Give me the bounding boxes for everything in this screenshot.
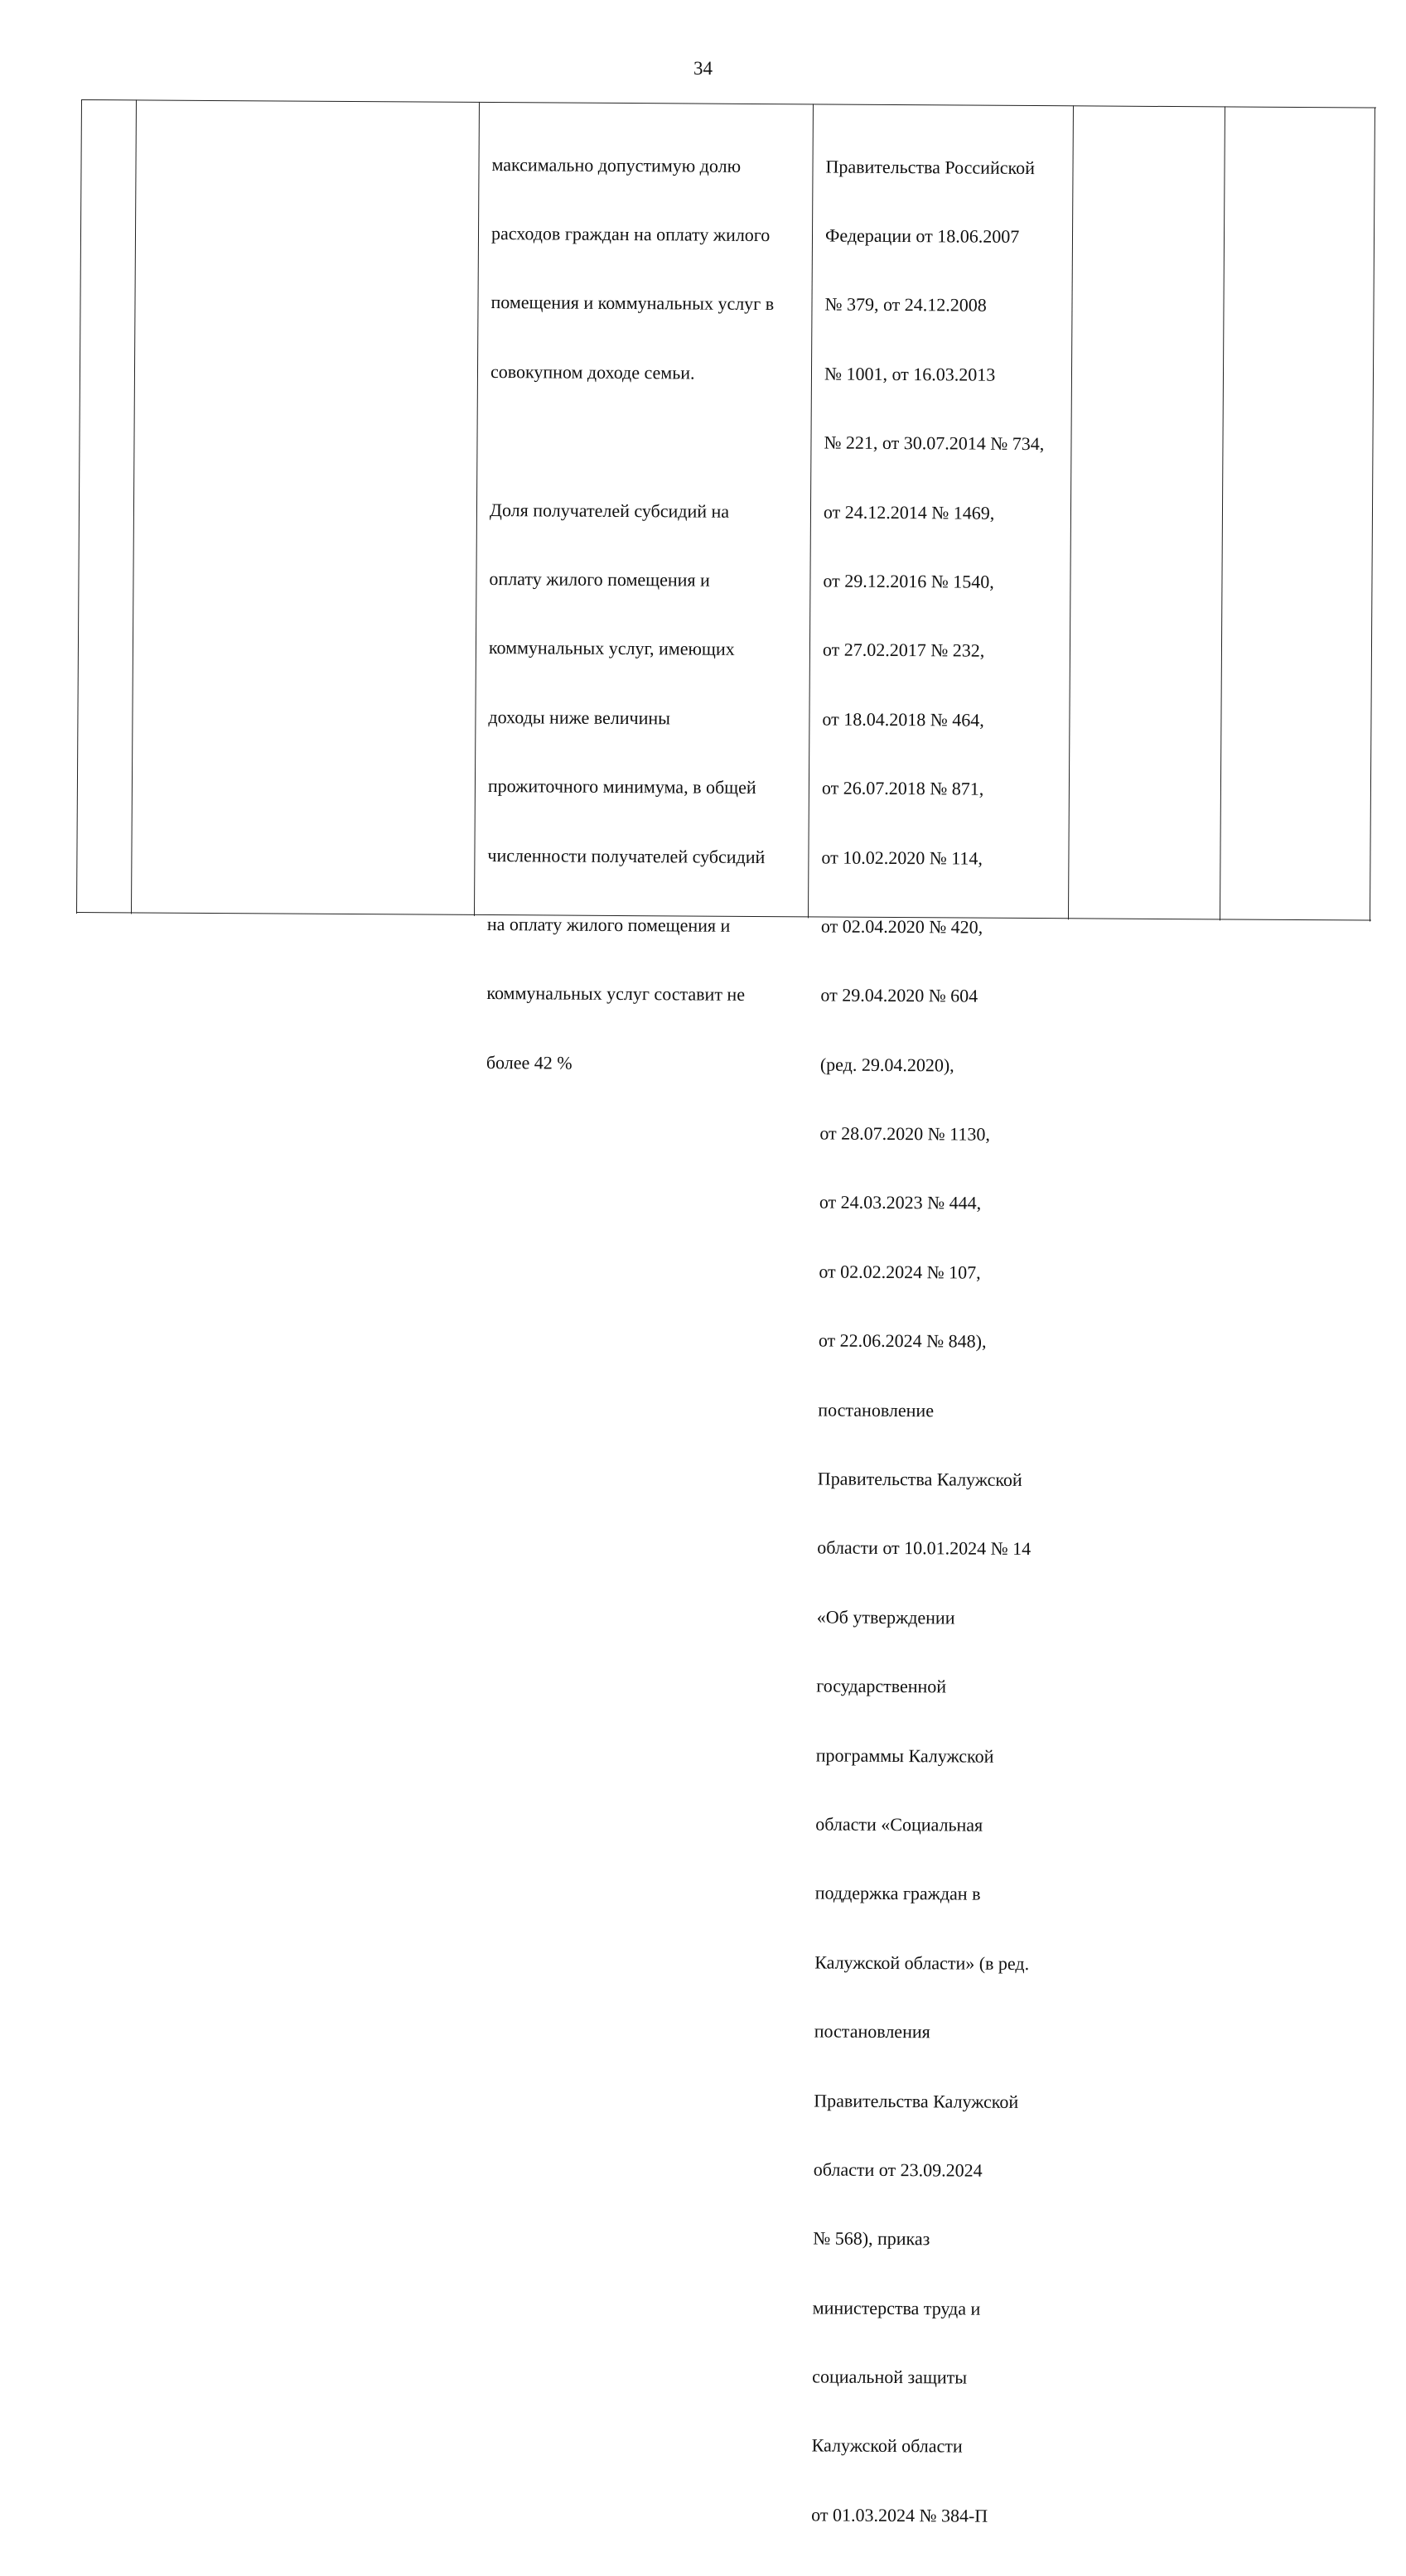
cell-line: от 29.04.2020 № 604 bbox=[820, 984, 978, 1006]
cell-line: от 29.12.2016 № 1540, bbox=[823, 570, 994, 592]
cell-line: от 27.02.2017 № 232, bbox=[822, 639, 985, 662]
column-divider-3 bbox=[808, 104, 814, 918]
cell-line: (ред. 29.04.2020), bbox=[819, 1054, 954, 1076]
cell-line: области от 23.09.2024 bbox=[813, 2159, 983, 2181]
cell-line: оплату жилого помещения и bbox=[489, 567, 710, 591]
cell-line: Федерации от 18.06.2007 bbox=[824, 224, 1020, 247]
table-cell-indicators bbox=[486, 107, 775, 1122]
cell-line: Доля получателей субсидий на bbox=[489, 499, 730, 522]
column-divider-1 bbox=[131, 99, 137, 914]
cell-line: Калужской области bbox=[811, 2434, 963, 2458]
cell-line: совокупном доходе семьи. bbox=[490, 360, 695, 384]
cell-line: численности получателей субсидий bbox=[487, 844, 766, 867]
column-divider-4 bbox=[1068, 105, 1074, 919]
cell-line: № 1001, от 16.03.2013 bbox=[824, 363, 996, 385]
cell-line: государственной bbox=[816, 1675, 947, 1697]
cell-line: от 24.12.2014 № 1469, bbox=[823, 501, 995, 523]
cell-line: Правительства Российской bbox=[825, 156, 1035, 178]
cell-line: от 10.02.2020 № 114, bbox=[821, 846, 983, 869]
cell-line: № 379, от 24.12.2008 bbox=[824, 293, 987, 316]
cell-line: более 42 % bbox=[486, 1051, 573, 1073]
cell-line: Правительства Калужской bbox=[814, 2089, 1019, 2112]
cell-line: постановления bbox=[814, 2020, 930, 2043]
cell-line: помещения и коммунальных услуг в bbox=[490, 292, 775, 315]
cell-line: на оплату жилого помещения и bbox=[486, 913, 731, 936]
cell-line: поддержка граждан в bbox=[814, 1882, 981, 1905]
table-right-border bbox=[1370, 108, 1375, 922]
column-divider-2 bbox=[474, 102, 480, 916]
cell-line: № 221, от 30.07.2014 № 734, bbox=[824, 432, 1045, 455]
paragraph-gap bbox=[490, 429, 773, 454]
cell-line: программы Калужской bbox=[815, 1744, 994, 1767]
cell-line: коммунальных услуг составит не bbox=[486, 982, 746, 1006]
cell-line: Калужской области» (в ред. bbox=[814, 1951, 1030, 1974]
cell-line: «Об утверждении bbox=[816, 1606, 955, 1628]
cell-line: расходов граждан на оплату жилого bbox=[490, 223, 771, 246]
cell-line: от 22.06.2024 № 848), bbox=[818, 1329, 987, 1352]
table-top-border bbox=[81, 99, 1376, 109]
cell-line: от 24.03.2023 № 444, bbox=[819, 1191, 982, 1214]
table-left-border bbox=[76, 99, 82, 914]
cell-line: области «Социальная bbox=[815, 1813, 983, 1836]
cell-line: прожиточного минимума, в общей bbox=[487, 775, 756, 798]
cell-line: министерства труда и bbox=[812, 2297, 981, 2319]
cell-line: социальной защиты bbox=[812, 2366, 968, 2388]
cell-line: максимально допустимую долю bbox=[491, 153, 742, 176]
cell-line: от 28.07.2020 № 1130, bbox=[819, 1122, 990, 1145]
cell-line: коммунальных услуг, имеющих bbox=[488, 637, 735, 660]
cell-line: доходы ниже величины bbox=[488, 706, 671, 729]
cell-line: от 18.04.2018 № 464, bbox=[822, 708, 984, 731]
page-number: 34 bbox=[693, 58, 713, 79]
cell-line: Правительства Калужской bbox=[817, 1468, 1022, 1490]
cell-line: № 568), приказ bbox=[813, 2227, 930, 2250]
cell-line: от 02.04.2020 № 420, bbox=[820, 915, 983, 938]
cell-line: от 02.02.2024 № 107, bbox=[819, 1261, 981, 1283]
data-table bbox=[76, 99, 1376, 2526]
table-cell-legal-basis bbox=[811, 109, 1046, 2574]
cell-line: области от 10.01.2024 № 14 bbox=[817, 1536, 1032, 1560]
cell-line: от 26.07.2018 № 871, bbox=[821, 777, 984, 799]
column-divider-5 bbox=[1220, 106, 1225, 920]
cell-line: постановление bbox=[818, 1399, 935, 1421]
cell-line: от 01.03.2024 № 384-П bbox=[811, 2504, 988, 2526]
